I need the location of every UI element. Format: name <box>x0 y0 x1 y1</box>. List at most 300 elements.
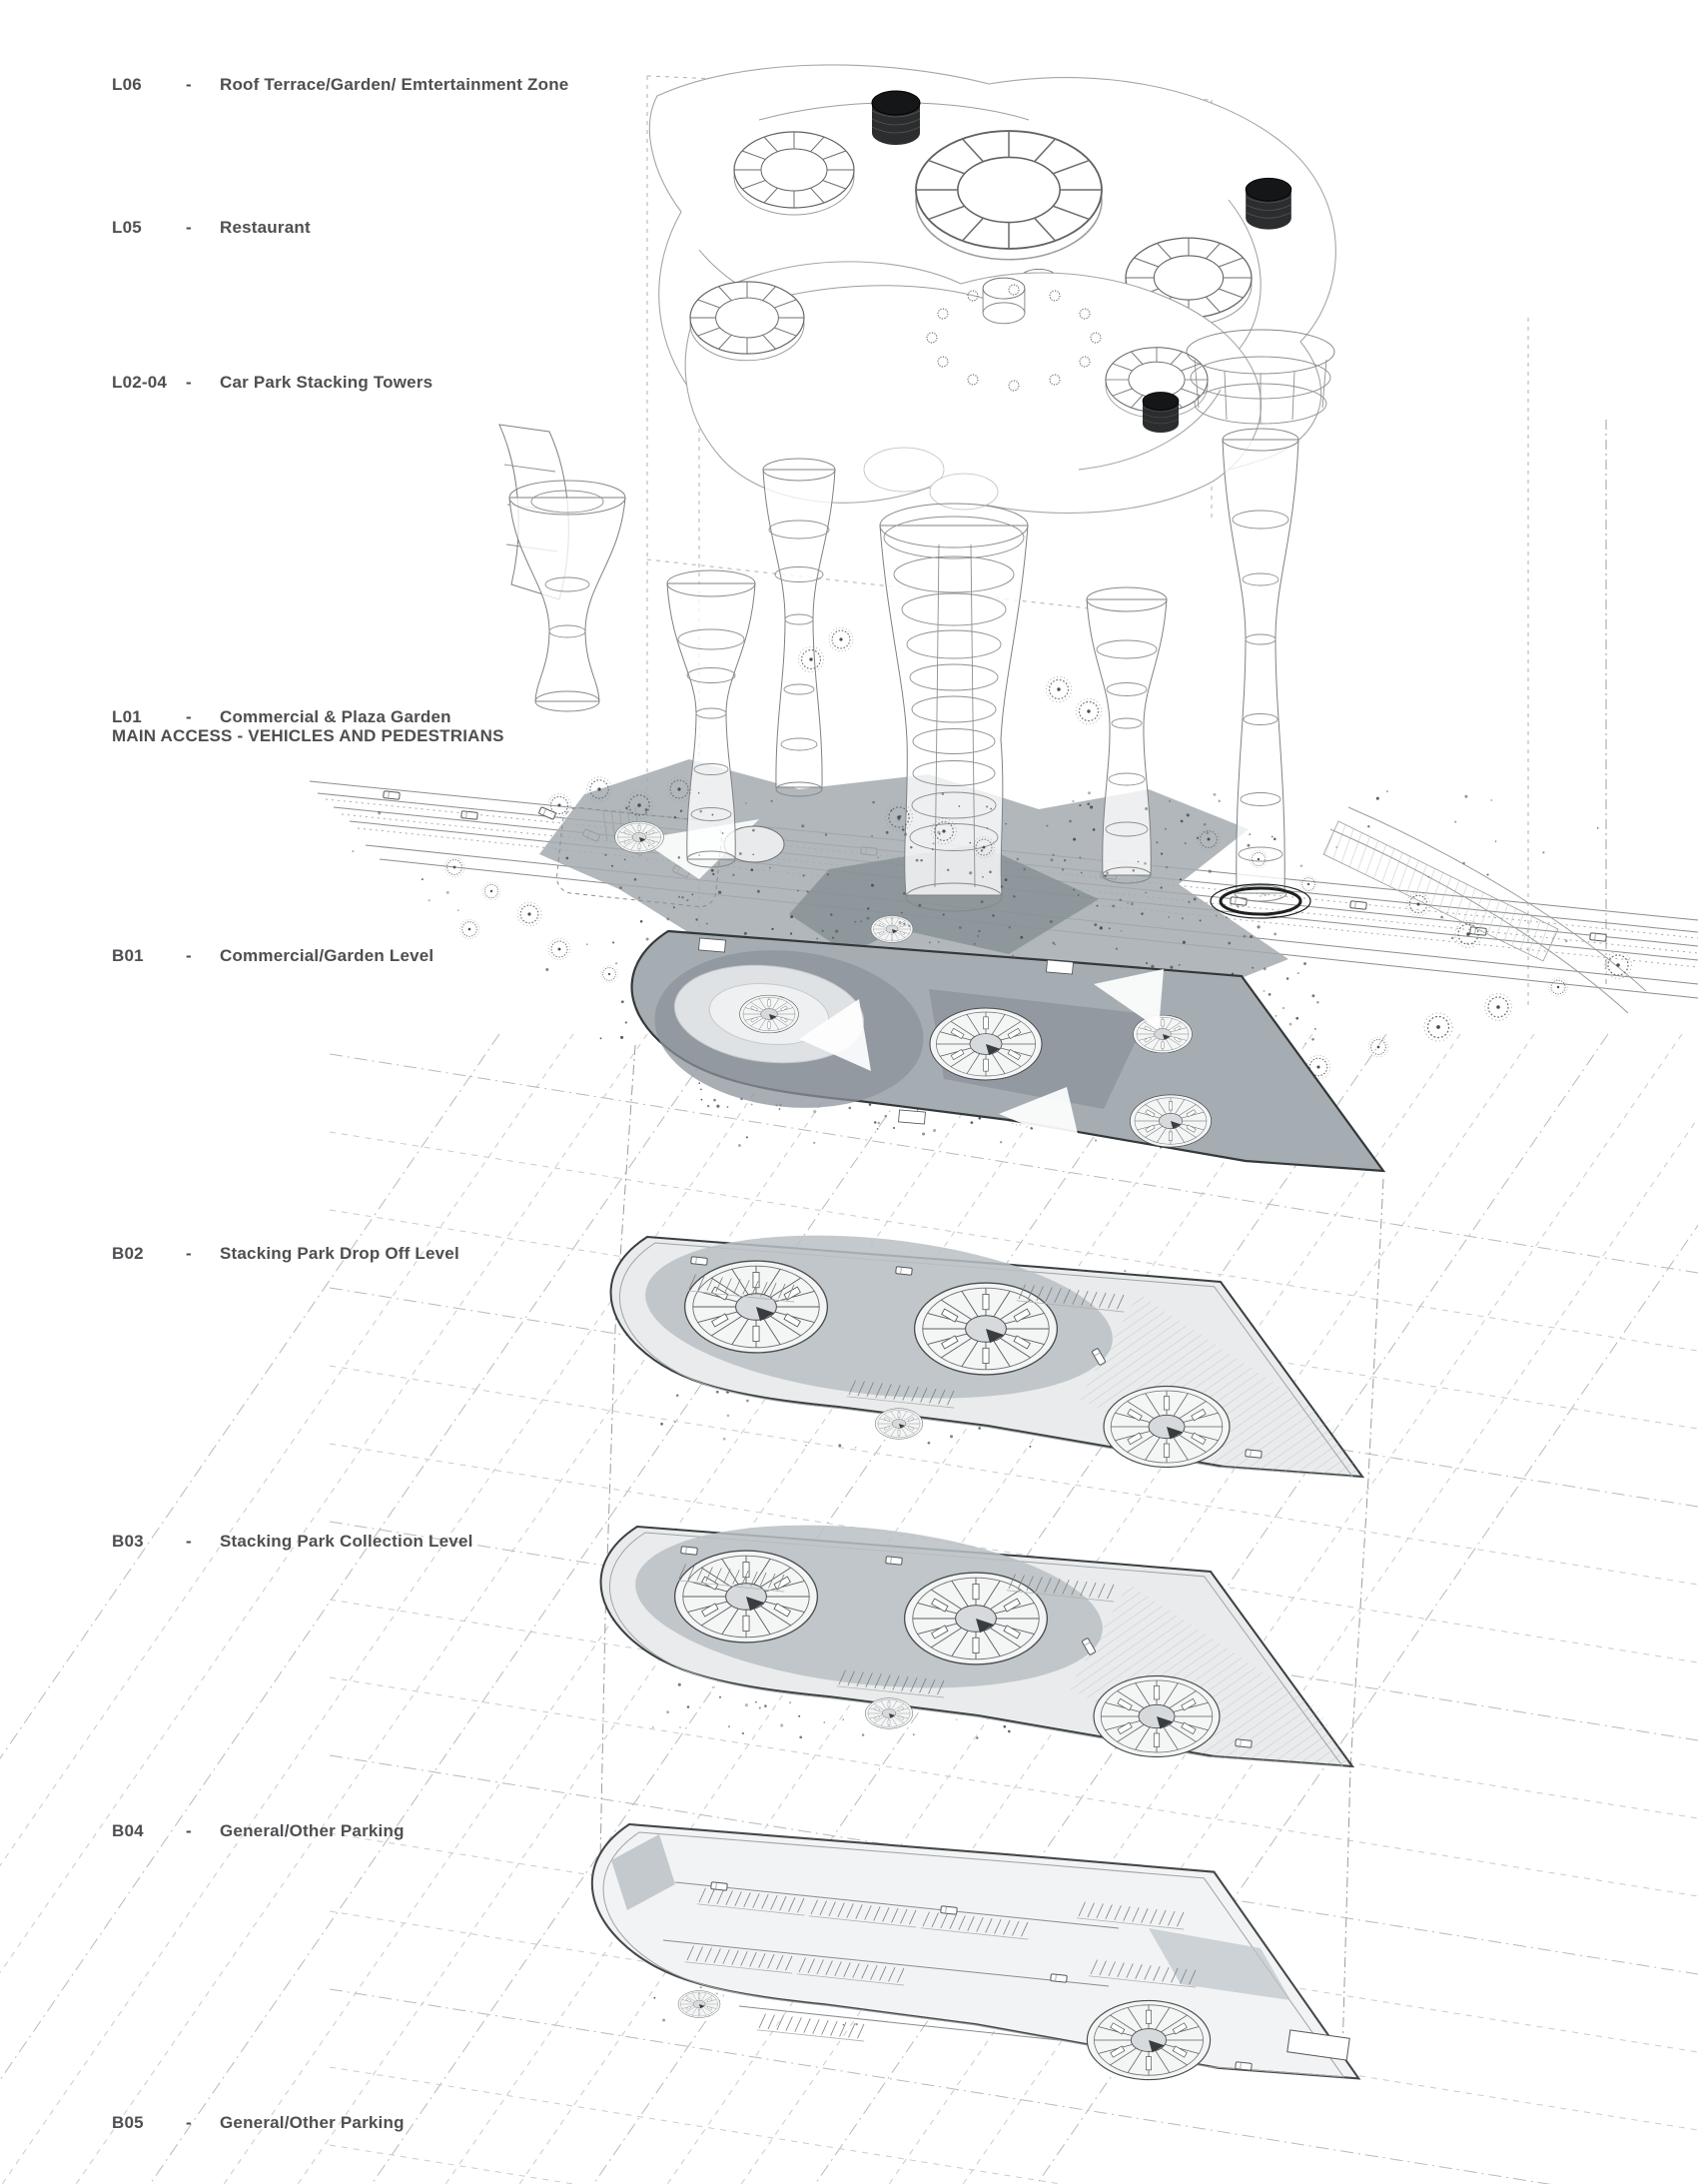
tree <box>548 938 569 959</box>
level-description: Commercial & Plaza Garden <box>220 707 451 726</box>
stipple-dot <box>620 1036 623 1039</box>
stipple-dot <box>612 941 614 943</box>
stipple-dot <box>878 1122 880 1124</box>
stipple-dot <box>764 1704 767 1707</box>
stipple-dot <box>943 914 945 916</box>
stipple-dot <box>759 1706 761 1708</box>
tower <box>509 481 625 711</box>
level-dash: - <box>186 1532 192 1551</box>
level-dash: - <box>186 946 192 965</box>
tree <box>1549 978 1568 997</box>
stipple-dot <box>1209 870 1212 873</box>
stipple-dot <box>695 918 697 920</box>
stipple-dot <box>660 1423 663 1426</box>
stipple-dot <box>711 814 713 816</box>
stipple-dot <box>805 1445 807 1447</box>
b01-garden-rosette <box>740 995 799 1033</box>
stipple-dot <box>969 871 972 874</box>
stipple-dot <box>978 930 980 932</box>
stipple-dot <box>901 912 903 914</box>
stipple-dot <box>992 914 995 917</box>
stipple-dot <box>1250 935 1253 938</box>
stipple-dot <box>1200 919 1202 921</box>
stipple-dot <box>1464 795 1467 798</box>
stipple-dot <box>1303 962 1306 965</box>
stipple-dot <box>1597 827 1599 829</box>
stipple-dot <box>1087 802 1090 805</box>
stipple-dot <box>827 874 829 876</box>
stipple-dot <box>1144 862 1147 865</box>
stipple-dot <box>806 890 808 892</box>
level-description: Roof Terrace/Garden/ Emtertainment Zone <box>220 75 569 94</box>
level-dash: - <box>186 1244 192 1263</box>
stipple-dot <box>446 891 449 894</box>
stipple-dot <box>871 835 873 837</box>
stipple-dot <box>893 1127 895 1129</box>
stipple-dot <box>813 1142 815 1144</box>
stipple-dot <box>903 922 906 925</box>
stipple-dot <box>1187 813 1190 816</box>
level-dash: - <box>186 218 192 237</box>
stipple-dot <box>1182 917 1184 919</box>
level-label-b04 <box>112 1821 405 1840</box>
stipple-dot <box>680 810 682 812</box>
stipple-dot <box>728 1725 730 1727</box>
stipple-dot <box>885 1115 888 1118</box>
stipple-dot <box>742 1732 744 1734</box>
stipple-dot <box>422 878 424 880</box>
stipple-dot <box>1094 923 1097 926</box>
stipple-dot <box>1064 859 1066 861</box>
stipple-dot <box>897 818 900 821</box>
stipple-dot <box>860 920 862 922</box>
stipple-dot <box>1072 800 1074 802</box>
stipple-dot <box>428 899 430 901</box>
stipple-dot <box>825 833 827 835</box>
b04-rosette <box>678 1991 720 2018</box>
stipple-dot <box>797 890 799 892</box>
stipple-dot <box>789 1701 791 1703</box>
stipple-dot <box>877 1128 879 1130</box>
roof-core-cylinder <box>1246 178 1291 229</box>
stipple-dot <box>352 850 354 852</box>
stipple-dot <box>652 1726 654 1728</box>
stipple-dot <box>862 1733 864 1735</box>
level-dash: - <box>186 75 192 94</box>
stipple-dot <box>1081 872 1083 874</box>
stipple-dot <box>698 1082 700 1084</box>
stipple-dot <box>916 859 919 862</box>
stipple-dot <box>866 917 869 920</box>
stipple-dot <box>1090 805 1093 808</box>
plate-b01-commercial-garden <box>632 931 1383 1171</box>
stipple-dot <box>648 845 650 847</box>
stipple-dot <box>986 827 988 829</box>
stipple-dot <box>824 1721 826 1723</box>
stipple-dot <box>835 930 838 933</box>
stipple-dot <box>1367 825 1369 827</box>
stipple-dot <box>854 921 856 923</box>
stipple-dot <box>938 941 940 943</box>
stipple-dot <box>600 1037 602 1039</box>
stipple-dot <box>698 854 700 856</box>
plate-b03-collection <box>601 1505 1352 1766</box>
stipple-dot <box>706 923 708 925</box>
stipple-dot <box>950 1435 953 1438</box>
stipple-dot <box>978 1427 981 1430</box>
stipple-dot <box>848 1107 851 1110</box>
stipple-dot <box>1300 864 1302 866</box>
stipple-dot <box>674 1421 676 1423</box>
stipple-dot <box>586 943 588 945</box>
level-label-b02 <box>112 1244 459 1263</box>
stipple-dot <box>920 859 922 861</box>
stipple-dot <box>457 909 459 911</box>
stipple-dot <box>700 1986 702 1988</box>
stipple-dot <box>1109 927 1111 929</box>
stipple-dot <box>1145 807 1148 810</box>
stipple-dot <box>902 828 905 831</box>
stipple-dot <box>871 884 874 887</box>
stipple-dot <box>625 806 628 809</box>
stipple-dot <box>913 1733 915 1735</box>
stipple-dot <box>1189 901 1191 903</box>
stipple-dot <box>687 1705 689 1707</box>
stipple-dot <box>947 868 950 871</box>
stipple-dot <box>755 1701 757 1703</box>
tree <box>459 919 478 938</box>
level-description: Restaurant <box>220 218 311 237</box>
stipple-dot <box>1050 920 1053 923</box>
stipple-dot <box>771 800 773 802</box>
level-code: B02 <box>112 1244 144 1263</box>
b04-stacking-wheel <box>1087 2000 1210 2079</box>
restaurant-core-cylinder <box>1143 393 1179 434</box>
stipple-dot <box>959 926 962 929</box>
stipple-dot <box>1131 902 1134 905</box>
stipple-dot <box>1100 926 1103 929</box>
tree <box>517 902 541 926</box>
stipple-dot <box>779 1108 781 1110</box>
stipple-dot <box>1073 838 1076 841</box>
stipple-dot <box>1311 994 1314 997</box>
plaza-rosette <box>615 821 664 853</box>
b03-stacking-wheel <box>675 1551 818 1642</box>
stipple-dot <box>1295 1017 1298 1020</box>
level-label-l06 <box>112 75 568 94</box>
stipple-dot <box>974 943 976 945</box>
stipple-dot <box>638 897 640 899</box>
stipple-dot <box>798 1715 800 1717</box>
stipple-dot <box>874 1121 876 1123</box>
stipple-dot <box>1314 1028 1316 1030</box>
level-code: B01 <box>112 946 144 965</box>
stipple-dot <box>625 1021 627 1023</box>
stipple-dot <box>899 815 901 817</box>
stipple-dot <box>752 829 755 832</box>
stipple-dot <box>722 832 724 834</box>
stipple-dot <box>1243 935 1246 938</box>
stipple-dot <box>713 1099 716 1102</box>
stipple-dot <box>1000 1141 1002 1143</box>
stipple-dot <box>757 890 760 893</box>
stipple-dot <box>691 894 693 896</box>
level-label-l01 <box>112 707 504 745</box>
stipple-dot <box>719 1696 721 1698</box>
stipple-dot <box>1495 840 1497 842</box>
stipple-dot <box>752 854 754 856</box>
stipple-dot <box>1145 892 1147 894</box>
stipple-dot <box>732 874 734 876</box>
stipple-dot <box>830 913 832 915</box>
stipple-dot <box>1116 948 1118 950</box>
b02-rosette <box>875 1409 923 1440</box>
stipple-dot <box>977 935 979 937</box>
stipple-dot <box>838 1444 841 1447</box>
stipple-dot <box>843 2024 844 2025</box>
stipple-dot <box>1009 926 1011 928</box>
stipple-dot <box>803 874 805 876</box>
level-code: L01 <box>112 707 142 726</box>
stipple-dot <box>1124 1270 1126 1272</box>
stipple-dot <box>674 816 676 818</box>
tree <box>1485 994 1512 1021</box>
stipple-dot <box>816 938 818 940</box>
stipple-dot <box>1078 894 1080 896</box>
stipple-dot <box>646 938 649 941</box>
stipple-dot <box>739 852 742 855</box>
stipple-dot <box>745 1703 748 1706</box>
stipple-dot <box>686 899 688 901</box>
stipple-dot <box>727 1414 730 1417</box>
stipple-dot <box>910 846 913 849</box>
stipple-dot <box>1386 790 1388 792</box>
stipple-dot <box>679 1726 681 1728</box>
stipple-dot <box>1104 875 1106 877</box>
b02-stacking-wheel <box>915 1283 1058 1375</box>
level-description: Car Park Stacking Towers <box>220 373 433 392</box>
stipple-dot <box>676 1394 679 1397</box>
stipple-dot <box>1020 936 1023 939</box>
stipple-dot <box>1451 937 1453 939</box>
stipple-dot <box>619 886 622 889</box>
stipple-dot <box>918 904 921 907</box>
stipple-dot <box>566 857 569 860</box>
stipple-dot <box>1248 844 1251 847</box>
stipple-dot <box>678 896 680 898</box>
stipple-dot <box>1073 889 1075 891</box>
stipple-dot <box>723 1438 726 1441</box>
stipple-dot <box>1565 940 1568 943</box>
stipple-dot <box>1335 846 1337 848</box>
stipple-dot <box>678 1683 681 1686</box>
stipple-dot <box>738 1144 741 1147</box>
stipple-dot <box>1463 862 1465 864</box>
stipple-dot <box>1274 932 1276 935</box>
level-dash: - <box>186 707 192 726</box>
stipple-dot <box>956 1719 958 1721</box>
stipple-dot <box>662 2019 665 2022</box>
stipple-dot <box>1168 916 1170 918</box>
stipple-dot <box>933 842 935 844</box>
stipple-dot <box>982 876 984 878</box>
stipple-dot <box>1274 837 1276 840</box>
stipple-dot <box>1264 967 1267 970</box>
stipple-dot <box>1112 904 1115 907</box>
stipple-dot <box>624 859 626 861</box>
stipple-dot <box>1079 856 1081 858</box>
stipple-dot <box>716 1105 719 1108</box>
stipple-dot <box>1054 943 1056 945</box>
stipple-dot <box>855 1447 857 1449</box>
stipple-dot <box>922 1133 925 1136</box>
tree <box>1424 1013 1452 1041</box>
stipple-dot <box>716 1391 719 1394</box>
stipple-dot <box>1289 1023 1292 1026</box>
stipple-dot <box>712 1686 714 1688</box>
stipple-dot <box>822 930 824 932</box>
stipple-dot <box>842 1718 843 1719</box>
level-description: Stacking Park Collection Level <box>220 1532 473 1551</box>
stipple-dot <box>1005 823 1007 825</box>
level-label-b05 <box>112 2113 405 2132</box>
plaza-rosette <box>871 916 913 943</box>
stipple-dot <box>1272 835 1274 837</box>
stipple-dot <box>937 831 940 834</box>
b01-wheel <box>1130 1095 1211 1147</box>
stipple-dot <box>899 921 902 924</box>
grid-line <box>330 2067 1698 2184</box>
stipple-dot <box>1151 965 1154 968</box>
stipple-dot <box>1166 866 1168 868</box>
stipple-dot <box>971 1121 974 1124</box>
stipple-dot <box>646 832 648 834</box>
stipple-dot <box>904 833 907 836</box>
level-label-b01 <box>112 946 433 965</box>
level-code: B05 <box>112 2113 144 2132</box>
stipple-dot <box>1013 895 1016 898</box>
grid-line <box>0 1034 573 2184</box>
stipple-dot <box>855 2023 857 2025</box>
stipple-dot <box>378 811 381 814</box>
stipple-dot <box>1170 966 1173 969</box>
stipple-dot <box>933 1129 936 1132</box>
stipple-dot <box>1286 977 1289 980</box>
stipple-dot <box>751 1103 753 1105</box>
stipple-dot <box>1311 1038 1314 1041</box>
stipple-dot <box>981 900 984 903</box>
stipple-dot <box>1249 833 1251 835</box>
level-description: Stacking Park Drop Off Level <box>220 1244 459 1263</box>
stipple-dot <box>1183 941 1186 944</box>
stipple-dot <box>1376 797 1379 800</box>
stipple-dot <box>727 1106 729 1108</box>
grid-line <box>0 1034 499 2184</box>
level-description: Commercial/Garden Level <box>220 946 434 965</box>
stipple-dot <box>1133 869 1136 872</box>
stipple-dot <box>1226 916 1228 918</box>
stipple-dot <box>1096 905 1098 907</box>
stipple-dot <box>1440 916 1443 919</box>
stipple-dot <box>645 808 648 811</box>
tree <box>444 857 464 877</box>
level-label-l02-04 <box>112 373 432 392</box>
stipple-dot <box>1197 837 1199 839</box>
stipple-dot <box>640 920 643 923</box>
stipple-dot <box>908 925 910 927</box>
stipple-dot <box>653 1997 655 1999</box>
stipple-dot <box>1304 1043 1306 1045</box>
b02-stacking-wheel <box>685 1261 828 1353</box>
stipple-dot <box>1088 791 1091 794</box>
stipple-dot <box>1138 861 1140 863</box>
stipple-dot <box>1005 878 1008 881</box>
stipple-dot <box>1282 1007 1284 1009</box>
stipple-dot <box>1121 930 1123 932</box>
stipple-dot <box>1269 993 1272 996</box>
level-code: B04 <box>112 1821 144 1840</box>
stipple-dot <box>903 892 906 895</box>
stipple-dot <box>1093 828 1096 831</box>
level-code: L06 <box>112 75 142 94</box>
stipple-dot <box>1180 878 1182 880</box>
level-code: B03 <box>112 1532 144 1551</box>
stipple-dot <box>771 928 773 930</box>
stipple-dot <box>673 906 675 908</box>
stipple-dot <box>1428 876 1430 878</box>
stipple-dot <box>799 1736 802 1739</box>
stipple-dot <box>1214 793 1217 796</box>
plate-b02-drop-off <box>611 1215 1362 1477</box>
b03-stacking-wheel <box>1094 1676 1220 1757</box>
stipple-dot <box>1237 905 1239 907</box>
stipple-dot <box>615 962 617 964</box>
stipple-dot <box>1127 902 1129 904</box>
stipple-dot <box>1316 1001 1318 1003</box>
stipple-dot <box>545 968 548 971</box>
level-dash: - <box>186 373 192 392</box>
stipple-dot <box>700 1089 702 1091</box>
stipple-dot <box>701 1099 703 1101</box>
tree <box>482 882 500 900</box>
stipple-dot <box>1047 825 1049 827</box>
stipple-dot <box>1486 874 1488 876</box>
stipple-dot <box>990 808 992 810</box>
plate-b04-parking <box>592 1824 1359 2080</box>
stipple-dot <box>718 891 721 894</box>
stipple-dot <box>746 1400 749 1403</box>
level-sub-description: MAIN ACCESS - VEHICLES AND PEDESTRIANS <box>112 726 504 745</box>
level-code: L05 <box>112 218 142 237</box>
stipple-dot <box>867 907 869 909</box>
grid-line <box>0 1034 647 2184</box>
stipple-dot <box>801 824 804 827</box>
stipple-dot <box>1024 868 1027 871</box>
stipple-dot <box>1008 1730 1011 1733</box>
tree <box>1299 875 1316 892</box>
stipple-dot <box>1207 831 1210 834</box>
stipple-dot <box>1053 854 1055 856</box>
stipple-dot <box>1095 1139 1097 1141</box>
grid-line <box>330 2145 1698 2184</box>
stipple-dot <box>1260 895 1262 897</box>
stipple-dot <box>986 805 988 807</box>
stipple-dot <box>769 867 771 869</box>
stipple-dot <box>1454 821 1456 823</box>
stipple-dot <box>604 854 606 856</box>
level-description: General/Other Parking <box>220 2113 405 2132</box>
stipple-dot <box>1029 1446 1031 1448</box>
